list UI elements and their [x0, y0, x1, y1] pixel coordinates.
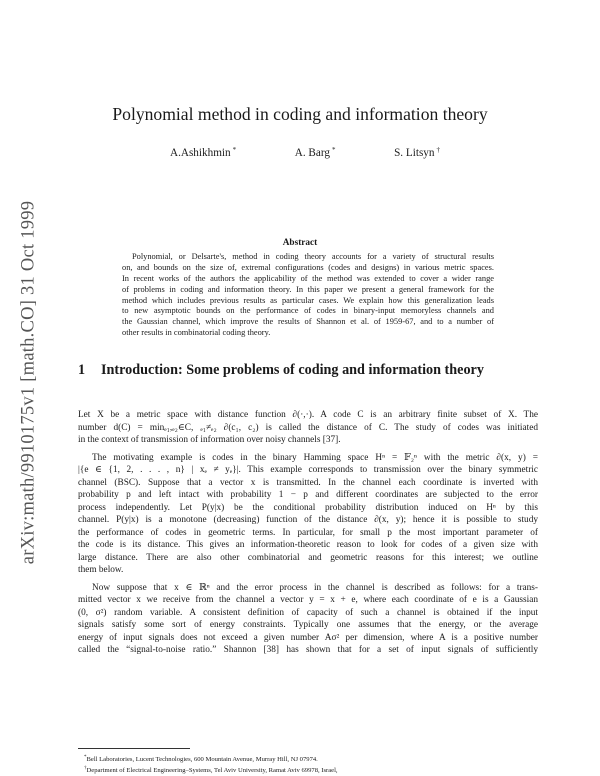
body-line: called the “signal-to-noise ratio.” Shannon [38] has shown that for a set of input signals of sufficiently: [78, 645, 538, 655]
body-line: (0, σ²) random variable. A consistent definition of capacity of such a channel is obtained if the input: [78, 607, 538, 618]
body-line: number d(C) = minₑ₁,ₑ₂∈C, ₑ₁≠ₑ₂ ∂(c₁, c₂) is called the distance of C. The study of codes was initiated: [78, 422, 538, 433]
author-list: [170, 146, 440, 159]
body-line: the code is its distance. This gives an information-theoretic reason to look for codes of a given size with: [78, 540, 538, 550]
section-number: 1: [78, 362, 86, 378]
body-line: channel (BSC). Suppose that a vector x is transmitted. In the channel each coordinate is inverted with: [78, 477, 538, 488]
footnote: *Bell Laboratories, Lucent Technologies, 600 Mountain Avenue, Murray Hill, NJ 07974.: [84, 755, 318, 763]
author: A. Barg *: [294, 146, 336, 159]
author: A.Ashikhmin *: [170, 146, 237, 159]
author: S. Litsyn †: [394, 146, 440, 159]
body-line: The motivating example is codes in the binary Hamming space Hⁿ = 𝔽₂ⁿ with the metric ∂(x, y) =: [92, 452, 538, 463]
body-line: large distance. There are also other combinatorial and geometric reasons for this interest; we outline: [78, 552, 538, 563]
body-line: Let X be a metric space with distance function ∂(·,·). A code C is an arbitrary finite subset of X. The: [78, 410, 538, 420]
abstract-line: to new asymptotic bounds on the performance of codes in binary-input memoryless channels and: [122, 306, 494, 316]
body-line: the performance of codes in geometric terms. In particular, for small p the most important parameter of: [78, 527, 538, 538]
abstract-heading: Abstract: [282, 238, 318, 248]
body-line: probability p and left intact with probability 1 − p and different coordinates are subjected to the error: [78, 490, 538, 500]
footnote: †Department of Electrical Engineering–Systems, Tel Aviv University, Ramat Aviv 69978, Israel,: [84, 766, 338, 774]
body-line: |{e ∈ {1, 2, . . . , n} | xₑ ≠ yₑ}|. This example corresponds to transmission over the binary symmetric: [78, 465, 538, 475]
abstract-line: Polynomial, or Delsarte's, method in coding theory accounts for a variety of structural results: [132, 252, 494, 261]
body-line: process independently. Let P(y|x) be the conditional probability distribution induced on Hⁿ by this: [78, 502, 538, 513]
abstract-line: method which includes previous results as particular cases. We explain how this generalization leads: [122, 295, 494, 305]
body-line: mitted vector x we receive from the channel a vector y = x + e, where each coordinate of e is a Gaussian: [78, 595, 538, 605]
body-line: them below.: [78, 565, 124, 575]
body-line: energy of input signals does not exceed a given number Aσ² per dimension, where A is a positive number: [78, 632, 538, 643]
body-line: signals satisfy some sort of energy constraints. Typically one assumes that the energy, or the average: [78, 620, 538, 630]
body-line: channel. P(y|x) is a monotone (decreasing) function of the distance ∂(x, y); hence it is possible to study: [78, 515, 538, 525]
abstract-line: the Gaussian channel, which improve the results of Shannon et al. of 1959-67, and to a number of: [122, 317, 494, 327]
abstract-line: on, and bounds on the size of, extremal configurations (codes and designs) in various metric spaces.: [122, 262, 494, 272]
paper-title: Polynomial method in coding and information theory: [112, 104, 488, 124]
body-line: in the context of transmission of information over noisy channels [37].: [78, 435, 341, 445]
abstract-body: [122, 252, 494, 339]
footnotes: [84, 753, 539, 775]
section-title: Introduction: Some problems of coding and information theory: [101, 362, 484, 378]
body-line: Now suppose that x ∈ ℝⁿ and the error process in the channel is described as follows: for a trans-: [92, 582, 538, 593]
abstract-line: other results in combinatorial coding theory.: [122, 328, 271, 338]
body-text: [78, 409, 538, 657]
abstract-line: In recent works of the authors the applicability of the method was extended to cover a wider range: [122, 273, 494, 283]
abstract-line: of problems in coding and information theory. In this paper we present a general framework for the: [122, 284, 494, 294]
footnote-divider: [78, 748, 190, 749]
arxiv-id: arXiv:math/9910175v1 [math.CO] 31 Oct 1999: [18, 200, 39, 564]
